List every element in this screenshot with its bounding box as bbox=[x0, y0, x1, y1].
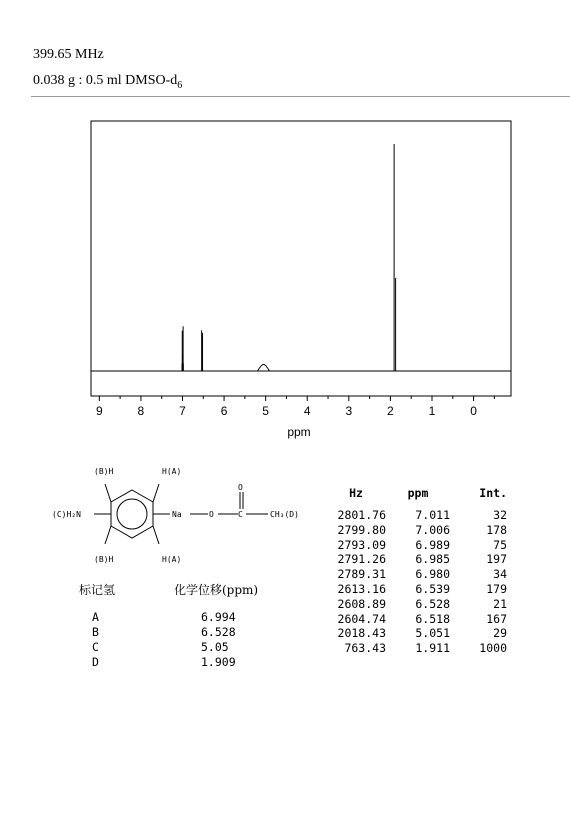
assignment-label-b: B bbox=[92, 625, 99, 639]
label-na: Na bbox=[172, 510, 182, 519]
peak-table-header bbox=[326, 486, 507, 508]
cell-hz: 2793.09 bbox=[337, 537, 386, 552]
cell-int: 34 bbox=[493, 567, 507, 582]
cell-int: 75 bbox=[493, 537, 507, 552]
chemical-structure bbox=[52, 460, 312, 580]
sample-subscript: 6 bbox=[177, 79, 183, 91]
table-row bbox=[326, 552, 507, 567]
bond-ha-bottom bbox=[153, 526, 159, 544]
assignment-label-d: D bbox=[92, 655, 99, 669]
cell-hz: 2608.89 bbox=[337, 596, 386, 611]
cell-int: 178 bbox=[486, 522, 507, 537]
table-row bbox=[326, 612, 507, 627]
table-row bbox=[326, 523, 507, 538]
label-ha-bottom: H(A) bbox=[162, 555, 182, 564]
sample-text: 0.038 g : 0.5 ml DMSO-d bbox=[33, 73, 178, 88]
label-o: O bbox=[209, 510, 214, 519]
cell-int: 1000 bbox=[479, 641, 507, 656]
cell-int: 21 bbox=[493, 596, 507, 611]
spectrum-peak bbox=[258, 364, 270, 371]
cell-hz: 2604.74 bbox=[337, 611, 386, 626]
label-amine: (C)H₂N bbox=[52, 510, 81, 519]
assignment-shift-c: 5.05 bbox=[201, 640, 229, 654]
table-row bbox=[326, 597, 507, 612]
assignment-shift-b: 6.528 bbox=[201, 625, 236, 639]
assignment-col2-header: 化学位移(ppm) bbox=[174, 583, 259, 597]
cell-ppm: 5.051 bbox=[415, 626, 450, 641]
x-tick-label: 9 bbox=[95, 404, 103, 418]
cell-ppm: 6.980 bbox=[415, 567, 450, 582]
cell-ppm: 1.911 bbox=[415, 641, 450, 656]
cell-int: 29 bbox=[493, 626, 507, 641]
cell-hz: 2018.43 bbox=[337, 626, 386, 641]
table-row bbox=[326, 641, 507, 656]
table-row bbox=[326, 508, 507, 523]
cell-ppm: 6.989 bbox=[415, 537, 450, 552]
cell-ppm: 7.011 bbox=[415, 508, 450, 522]
cell-int: 167 bbox=[486, 611, 507, 626]
cell-int: 197 bbox=[486, 552, 507, 567]
cell-int: 32 bbox=[493, 508, 507, 522]
cell-ppm: 6.539 bbox=[415, 581, 450, 596]
label-methyl: CH₃(D) bbox=[270, 510, 299, 519]
cell-hz: 2613.16 bbox=[337, 581, 386, 596]
table-row bbox=[326, 567, 507, 582]
header-ppm: ppm bbox=[407, 486, 429, 500]
cell-ppm: 6.985 bbox=[415, 552, 450, 567]
label-c: C bbox=[238, 510, 243, 519]
x-tick-label: 3 bbox=[345, 404, 353, 418]
table-row bbox=[326, 538, 507, 553]
cell-hz: 2791.26 bbox=[337, 552, 386, 567]
aromatic-circle bbox=[117, 499, 147, 529]
bond-hb-bottom bbox=[105, 526, 111, 544]
cell-int: 179 bbox=[486, 581, 507, 596]
assignment-shift-a: 6.994 bbox=[201, 610, 236, 624]
peak-table bbox=[326, 486, 507, 656]
x-tick-label: 8 bbox=[137, 404, 145, 418]
bond-hb-top bbox=[105, 484, 111, 502]
assignment-col1-header: 标记氢 bbox=[79, 583, 116, 597]
x-axis-label: ppm bbox=[287, 425, 311, 439]
x-tick-label: 7 bbox=[179, 404, 186, 418]
cell-hz: 2789.31 bbox=[337, 567, 386, 582]
table-row bbox=[326, 626, 507, 641]
spectrometer-frequency: 399.65 MHz bbox=[33, 47, 104, 62]
label-ha-top: H(A) bbox=[162, 467, 182, 476]
x-tick-label: 4 bbox=[303, 404, 311, 418]
x-tick-label: 0 bbox=[470, 404, 477, 418]
cell-ppm: 6.518 bbox=[415, 611, 450, 626]
header-int: Int. bbox=[479, 486, 507, 500]
x-tick-label: 1 bbox=[428, 404, 436, 418]
cell-ppm: 6.528 bbox=[415, 596, 450, 611]
label-hb-bottom: (B)H bbox=[94, 555, 114, 564]
cell-hz: 2799.80 bbox=[337, 522, 386, 537]
cell-hz: 2801.76 bbox=[337, 508, 386, 522]
x-tick-label: 2 bbox=[387, 404, 394, 418]
cell-hz: 763.43 bbox=[344, 641, 386, 656]
x-tick-label: 6 bbox=[220, 404, 228, 418]
table-row bbox=[326, 582, 507, 597]
x-tick-label: 5 bbox=[262, 404, 269, 418]
bond-ha-top bbox=[153, 484, 159, 502]
cell-ppm: 7.006 bbox=[415, 522, 450, 537]
header-hz: Hz bbox=[349, 486, 363, 500]
assignment-label-a: A bbox=[92, 610, 99, 624]
label-o-carbonyl: O bbox=[238, 483, 243, 492]
label-hb-top: (B)H bbox=[94, 467, 114, 476]
assignment-shift-d: 1.909 bbox=[201, 655, 236, 669]
plot-frame bbox=[91, 121, 511, 396]
assignment-label-c: C bbox=[92, 640, 99, 654]
